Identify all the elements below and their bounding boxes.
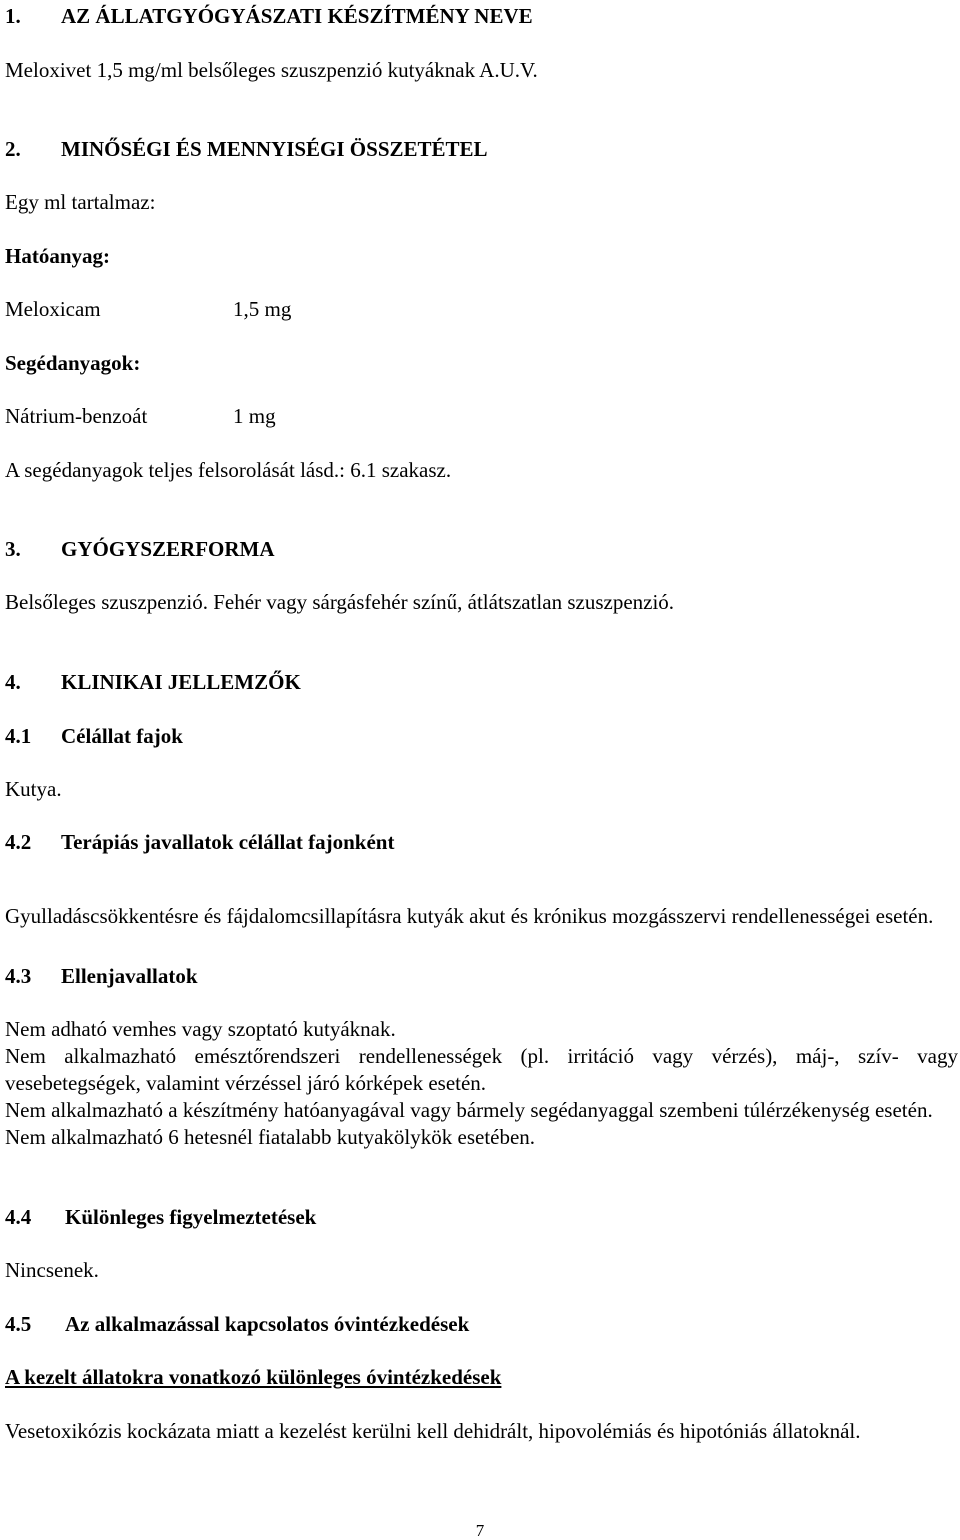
section-4-3-heading: 4.3 Ellenjavallatok	[5, 964, 198, 988]
contraindication-line: Nem adható vemhes vagy szoptató kutyáknak.	[5, 1017, 396, 1041]
active-substance-amount: 1,5 mg	[233, 297, 292, 321]
contraindication-line: Nem alkalmazható a készítmény hatóanyagával vagy bármely segédanyaggal szembeni túlérzékenység esetén.	[5, 1098, 933, 1122]
indications-text: Gyulladáscsökkentésre és fájdalomcsillapításra kutyák akut és krónikus mozgásszervi rendellenességei esetén.	[5, 904, 934, 928]
composition-intro: Egy ml tartalmaz:	[5, 190, 156, 214]
section-4-heading: 4. KLINIKAI JELLEMZŐK	[5, 670, 301, 694]
section-1-heading: 1. AZ ÁLLATGYÓGYÁSZATI KÉSZÍTMÉNY NEVE	[5, 4, 533, 28]
section-4-4-heading: 4.4 Különleges figyelmeztetések	[5, 1205, 317, 1229]
active-substance-label: Hatóanyag:	[5, 244, 110, 268]
precautions-subtitle: A kezelt állatokra vonatkozó különleges óvintézkedések	[5, 1365, 502, 1389]
contraindications-list	[5, 1016, 958, 1151]
contraindication-line: Nem alkalmazható 6 hetesnél fiatalabb kutyakölykök esetében.	[5, 1125, 536, 1149]
target-species-text: Kutya.	[5, 777, 62, 801]
product-name: Meloxivet 1,5 mg/ml belsőleges szuszpenzió kutyáknak A.U.V.	[5, 58, 538, 82]
section-4-2-heading: 4.2 Terápiás javallatok célállat fajonként	[5, 830, 395, 854]
excipients-label: Segédanyagok:	[5, 351, 141, 375]
page-number: 7	[475, 1521, 485, 1540]
section-3-heading: 3. GYÓGYSZERFORMA	[5, 537, 275, 561]
section-4-1-heading: 4.1 Célállat fajok	[5, 724, 183, 748]
pharmaceutical-form-text: Belsőleges szuszpenzió. Fehér vagy sárgásfehér színű, átlátszatlan szuszpenzió.	[5, 590, 675, 614]
section-4-5-heading: 4.5 Az alkalmazással kapcsolatos óvintézkedések	[5, 1312, 470, 1336]
active-substance-row	[5, 297, 505, 321]
contraindication-line: Nem alkalmazható emésztőrendszeri rendellenességek (pl. irritáció vagy vérzés), máj-, szív- vagy vesebetegségek, valamint vérzéssel járó kórképek esetén.	[5, 1044, 958, 1095]
excipients-note: A segédanyagok teljes felsorolását lásd.: 6.1 szakasz.	[5, 458, 452, 482]
excipient-amount: 1 mg	[233, 404, 276, 428]
special-warnings-text: Nincsenek.	[5, 1258, 99, 1282]
section-2-heading: 2. MINŐSÉGI ÉS MENNYISÉGI ÖSSZETÉTEL	[5, 137, 488, 161]
excipient-name: Nátrium-benzoát	[5, 404, 148, 428]
excipient-row	[5, 404, 505, 428]
precautions-text: Vesetoxikózis kockázata miatt a kezelést kerülni kell dehidrált, hipovolémiás és hipotóniás állatoknál.	[5, 1419, 861, 1443]
active-substance-name: Meloxicam	[5, 297, 101, 321]
